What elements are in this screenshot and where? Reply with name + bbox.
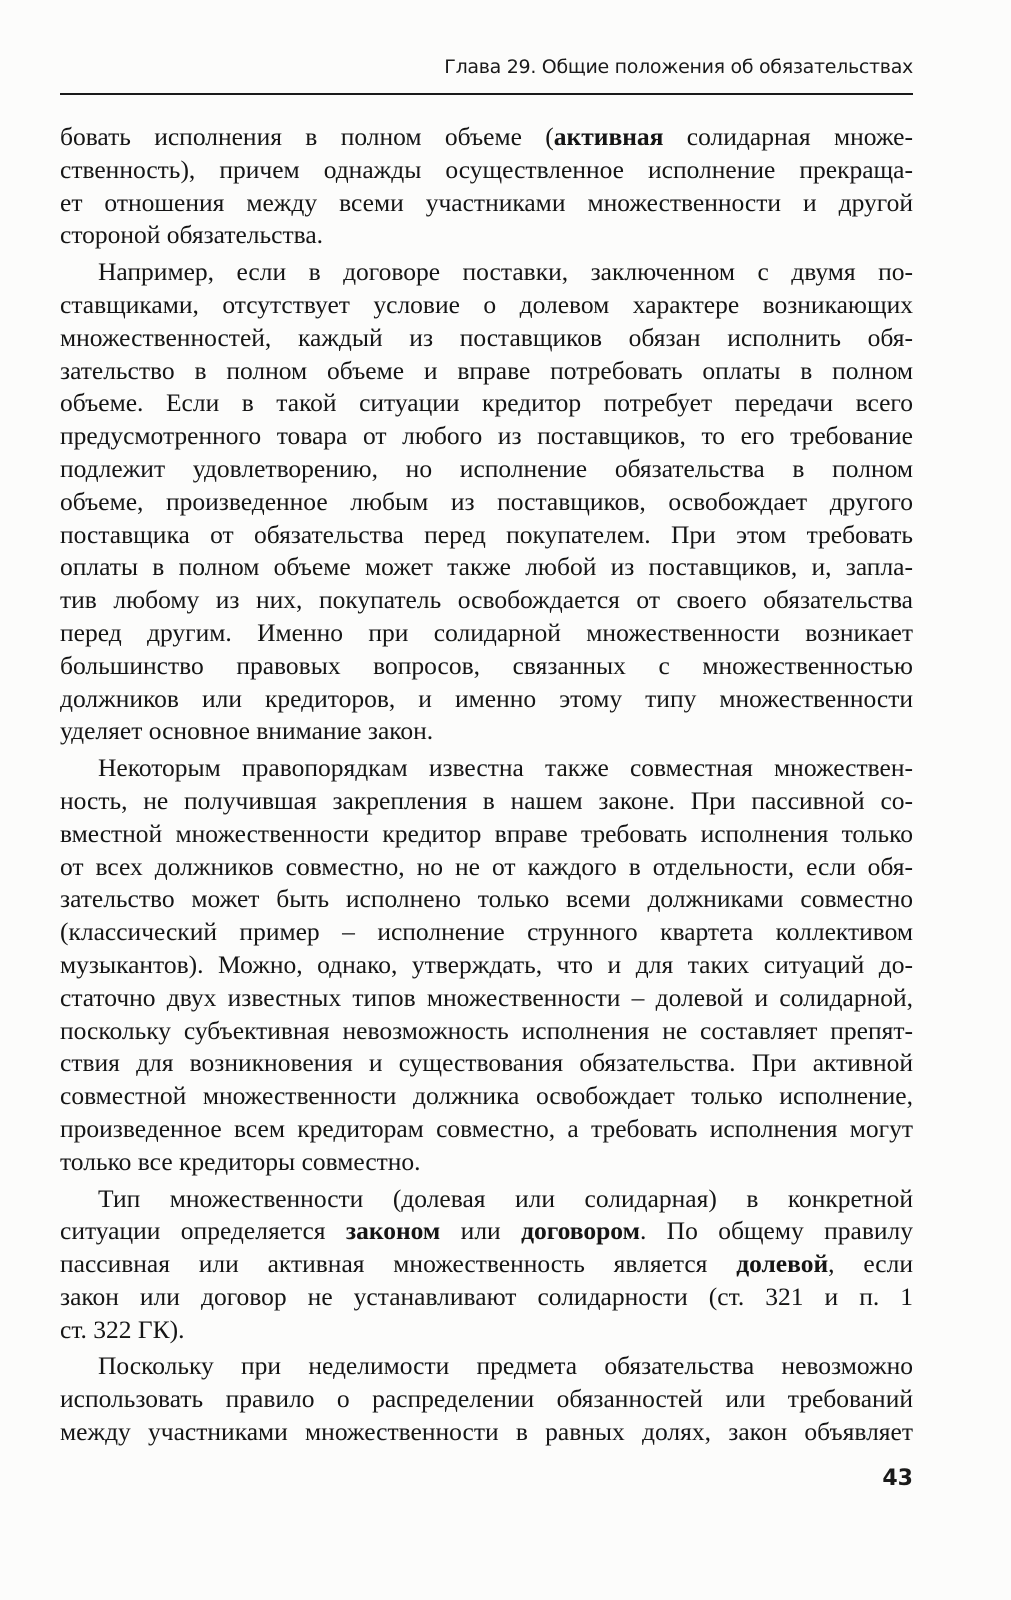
text-line <box>60 322 913 355</box>
text-line <box>60 1248 913 1281</box>
text-run: оплаты в полном объеме может также любой из поставщиков, и, запла- <box>60 552 913 582</box>
text-line <box>60 1350 913 1383</box>
text-run: зательство может быть исполнено только всеми должниками совместно <box>60 884 913 914</box>
text-run: солидарная множе- <box>663 122 913 151</box>
text-line <box>60 883 913 916</box>
text-run: Например, если в договоре поставки, заключенном с двумя по- <box>98 257 913 287</box>
running-head: Глава 29. Общие положения об обязательствах <box>444 56 913 78</box>
text-run: совместной множественности должника освобождает только исполнение, <box>60 1081 913 1111</box>
text-run: (классический пример – исполнение струнного квартета коллективом <box>60 917 913 947</box>
text-run: только все кредиторы совместно. <box>60 1146 421 1176</box>
text-line <box>60 818 913 851</box>
text-run: зательство в полном объеме и вправе потребовать оплаты в полном <box>60 355 913 385</box>
text-run: бовать исполнения в полном объеме ( <box>60 122 554 151</box>
text-run: множественностей, каждый из поставщиков обязан исполнить обя- <box>60 322 913 352</box>
text-line <box>60 982 913 1015</box>
text-line <box>60 453 913 486</box>
text-line <box>60 1383 913 1416</box>
text-line <box>60 683 913 716</box>
text-run: ность, не получившая закрепления в нашем законе. При пассивной со- <box>60 785 913 815</box>
text-run: Некоторым правопорядкам известна также совместная множествен- <box>98 753 913 783</box>
text-run: ствия для возникновения и существования обязательства. При активной <box>60 1048 913 1078</box>
paragraph <box>60 1183 913 1347</box>
text-run: Поскольку при неделимости предмета обязательства невозможно <box>98 1351 913 1381</box>
text-run: ситуации определяется <box>60 1216 346 1246</box>
bold-term: долевой <box>736 1249 829 1279</box>
text-run: объеме. Если в такой ситуации кредитор потребует передачи всего <box>60 388 913 418</box>
text-line <box>60 1015 913 1048</box>
text-line <box>60 121 913 154</box>
text-line <box>60 187 913 220</box>
text-line <box>60 1183 913 1216</box>
text-run: ставщиками, отсутствует условие о долевом характере возникающих <box>60 289 913 319</box>
text-run: или <box>440 1216 522 1246</box>
text-run: объеме, произведенное любым из поставщиков, освобождает другого <box>60 486 913 516</box>
text-line <box>60 519 913 552</box>
text-run: Тип множественности (долевая или солидарная) в конкретной <box>98 1183 913 1213</box>
text-run: должников или кредиторов, и именно этому типу множественности <box>60 683 913 713</box>
text-run: подлежит удовлетворению, но исполнение обязательства в полном <box>60 453 913 483</box>
text-line <box>60 387 913 420</box>
text-line <box>60 154 913 187</box>
text-run: . По общему правилу <box>639 1216 914 1246</box>
text-run: статочно двух известных типов множественности – долевой и солидарной, <box>60 982 913 1012</box>
text-run: пассивная или активная множественность является <box>60 1249 737 1279</box>
text-line <box>60 617 913 650</box>
text-run: использовать правило о распределении обязанностей или требований <box>60 1384 913 1414</box>
text-line <box>60 551 913 584</box>
text-line <box>60 916 913 949</box>
text-line <box>60 785 913 818</box>
text-run: , если <box>828 1249 913 1279</box>
page-number: 43 <box>882 1466 913 1491</box>
text-line <box>60 1215 913 1248</box>
text-line <box>60 851 913 884</box>
text-line <box>60 256 913 289</box>
bold-term: договором <box>521 1216 640 1246</box>
text-run: музыкантов). Можно, однако, утверждать, что и для таких ситуаций до- <box>60 949 913 979</box>
text-line <box>60 752 913 785</box>
text-run: ст. 322 ГК). <box>60 1314 185 1344</box>
paragraph <box>60 752 913 1178</box>
text-line <box>60 949 913 982</box>
text-line <box>60 584 913 617</box>
paragraph <box>60 256 913 748</box>
text-run: стороной обязательства. <box>60 220 324 250</box>
text-run: поскольку субъективная невозможность исполнения не составляет препят- <box>60 1015 913 1045</box>
paragraph <box>60 121 913 252</box>
body-text <box>60 121 913 1453</box>
text-run: произведенное всем кредиторам совместно, а требовать исполнения могут <box>60 1113 913 1143</box>
text-run: ственность), причем однажды осуществленное исполнение прекраща- <box>60 154 913 184</box>
text-line <box>60 1113 913 1146</box>
text-line <box>60 420 913 453</box>
text-line <box>60 355 913 388</box>
text-run: между участниками множественности в равных долях, закон объявляет <box>60 1417 913 1447</box>
text-line <box>60 219 913 252</box>
text-line <box>60 289 913 322</box>
header-rule <box>60 93 913 95</box>
text-line <box>60 1416 913 1449</box>
text-run: вместной множественности кредитор вправе требовать исполнения только <box>60 818 913 848</box>
text-run: предусмотренного товара от любого из поставщиков, то его требование <box>60 421 913 451</box>
text-run: ет отношения между всеми участниками множественности и другой <box>60 187 913 217</box>
text-line <box>60 1080 913 1113</box>
text-run: перед другим. Именно при солидарной множественности возникает <box>60 617 913 647</box>
text-line <box>60 1281 913 1314</box>
text-line <box>60 650 913 683</box>
paragraph <box>60 1350 913 1448</box>
text-run: тив любому из них, покупатель освобождается от своего обязательства <box>60 585 913 615</box>
text-run: большинство правовых вопросов, связанных с множественностью <box>60 650 913 680</box>
text-line <box>60 1314 913 1347</box>
text-line <box>60 715 913 748</box>
bold-term: активная <box>553 122 664 151</box>
text-run: поставщика от обязательства перед покупателем. При этом требовать <box>60 519 913 549</box>
text-line <box>60 1146 913 1179</box>
text-line <box>60 486 913 519</box>
bold-term: законом <box>345 1216 441 1246</box>
text-run: уделяет основное внимание закон. <box>60 716 434 746</box>
text-run: закон или договор не устанавливают солидарности (ст. 321 и п. 1 <box>60 1281 913 1311</box>
text-line <box>60 1047 913 1080</box>
text-run: от всех должников совместно, но не от каждого в отдельности, если обя- <box>60 851 913 881</box>
